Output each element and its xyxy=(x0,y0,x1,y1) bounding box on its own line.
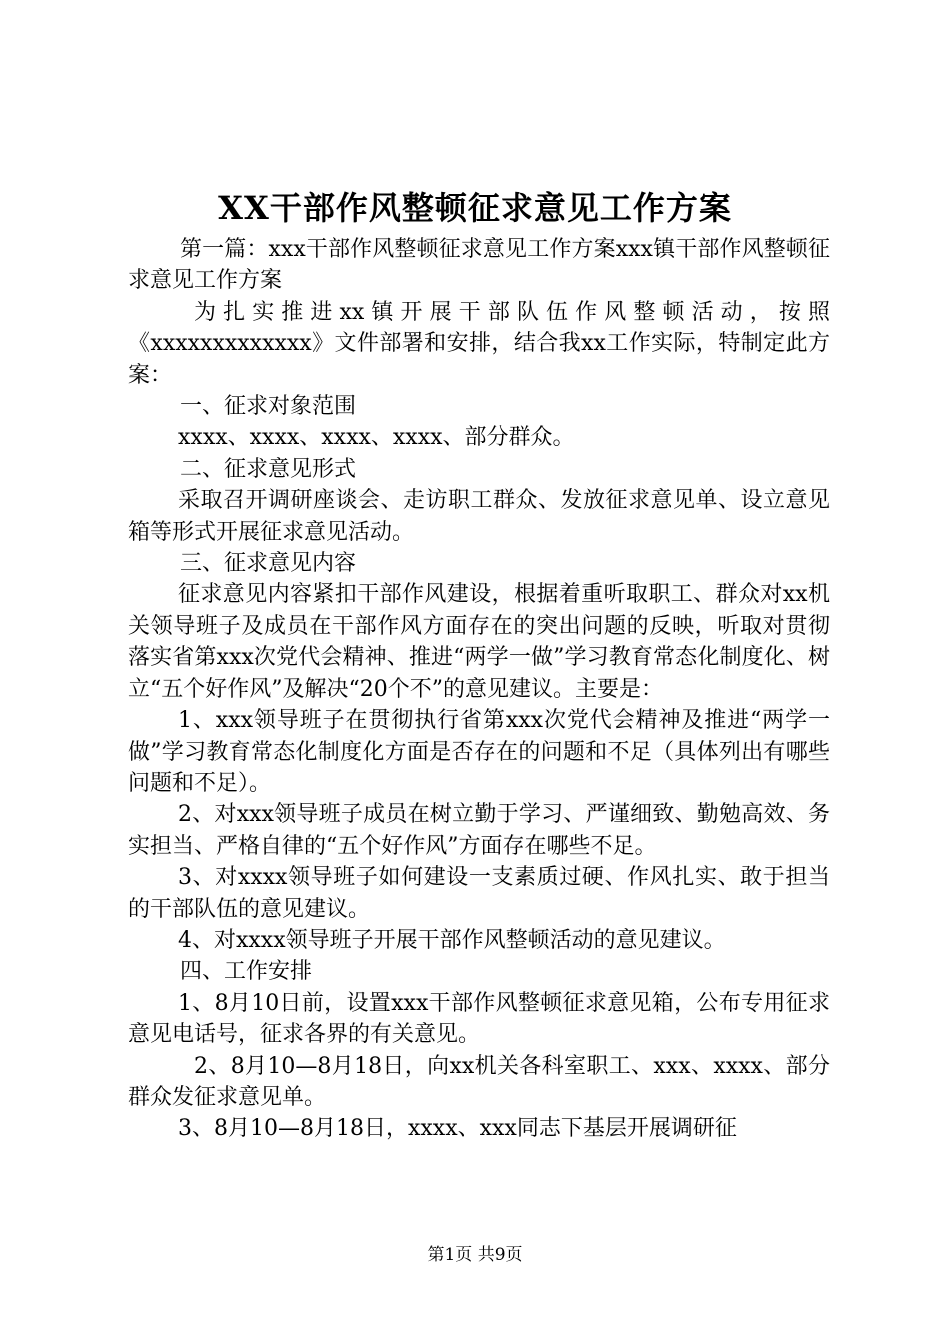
section-heading-3: 三、征求意见内容 xyxy=(180,551,357,577)
list-item-schedule-3: 3、8月10—8月18日，xxxx、xxx同志下基层开展调研征 xyxy=(178,1116,737,1142)
list-item-schedule-1: 1、8月10日前，设置xxx干部作风整顿征求意见箱，公布专用征求意见电话号，征求各界的有关意见。 xyxy=(128,990,830,1048)
section-heading-1: 一、征求对象范围 xyxy=(180,394,357,420)
paragraph-purpose: 为扎实推进xx镇开展干部队伍作风整顿活动，按照《xxxxxxxxxxxxx》文件部署和安排，结合我xx工作实际，特制定此方案： xyxy=(128,299,830,388)
paragraph-intro: 第一篇：xxx干部作风整顿征求意见工作方案xxx镇干部作风整顿征求意见工作方案 xyxy=(128,237,830,294)
page-number: 第1页 共9页 xyxy=(427,1245,523,1265)
list-item-content-2: 2、对xxx领导班子成员在树立勤于学习、严谨细致、勤勉高效、务实担当、严格自律的“五个好作风”方面存在哪些不足。 xyxy=(128,802,830,859)
document-body xyxy=(128,234,830,1145)
section-heading-4: 四、工作安排 xyxy=(180,959,313,985)
list-item-content-4: 4、对xxxx领导班子开展干部作风整顿活动的意见建议。 xyxy=(178,927,726,953)
paragraph-content: 征求意见内容紧扣干部作风建设，根据着重听取职工、群众对xx机关领导班子及成员在干部作风方面存在的突出问题的反映，听取对贯彻落实省第xxx次党代会精神、推进“两学一做”学习教育常态化制度化、树立“五个好作风”及解决“20个不”的意见建议。主要是： xyxy=(128,582,830,702)
list-item-content-3: 3、对xxxx领导班子如何建设一支素质过硬、作风扎实、敢于担当的干部队伍的意见建议。 xyxy=(128,865,830,922)
document-title: XX干部作风整顿征求意见工作方案 xyxy=(218,189,732,227)
paragraph-form: 采取召开调研座谈会、走访职工群众、发放征求意见单、设立意见箱等形式开展征求意见活动。 xyxy=(128,488,830,545)
section-heading-2: 二、征求意见形式 xyxy=(180,456,357,482)
paragraph-scope: xxxx、xxxx、xxxx、xxxx、部分群众。 xyxy=(178,425,575,451)
list-item-schedule-2: 2、8月10—8月18日，向xx机关各科室职工、xxx、xxxx、部分群众发征求意见单。 xyxy=(128,1053,830,1110)
list-item-content-1: 1、xxx领导班子在贯彻执行省第xxx次党代会精神及推进“两学一做”学习教育常态化制度化方面是否存在的问题和不足（具体列出有哪些问题和不足）。 xyxy=(128,708,830,796)
